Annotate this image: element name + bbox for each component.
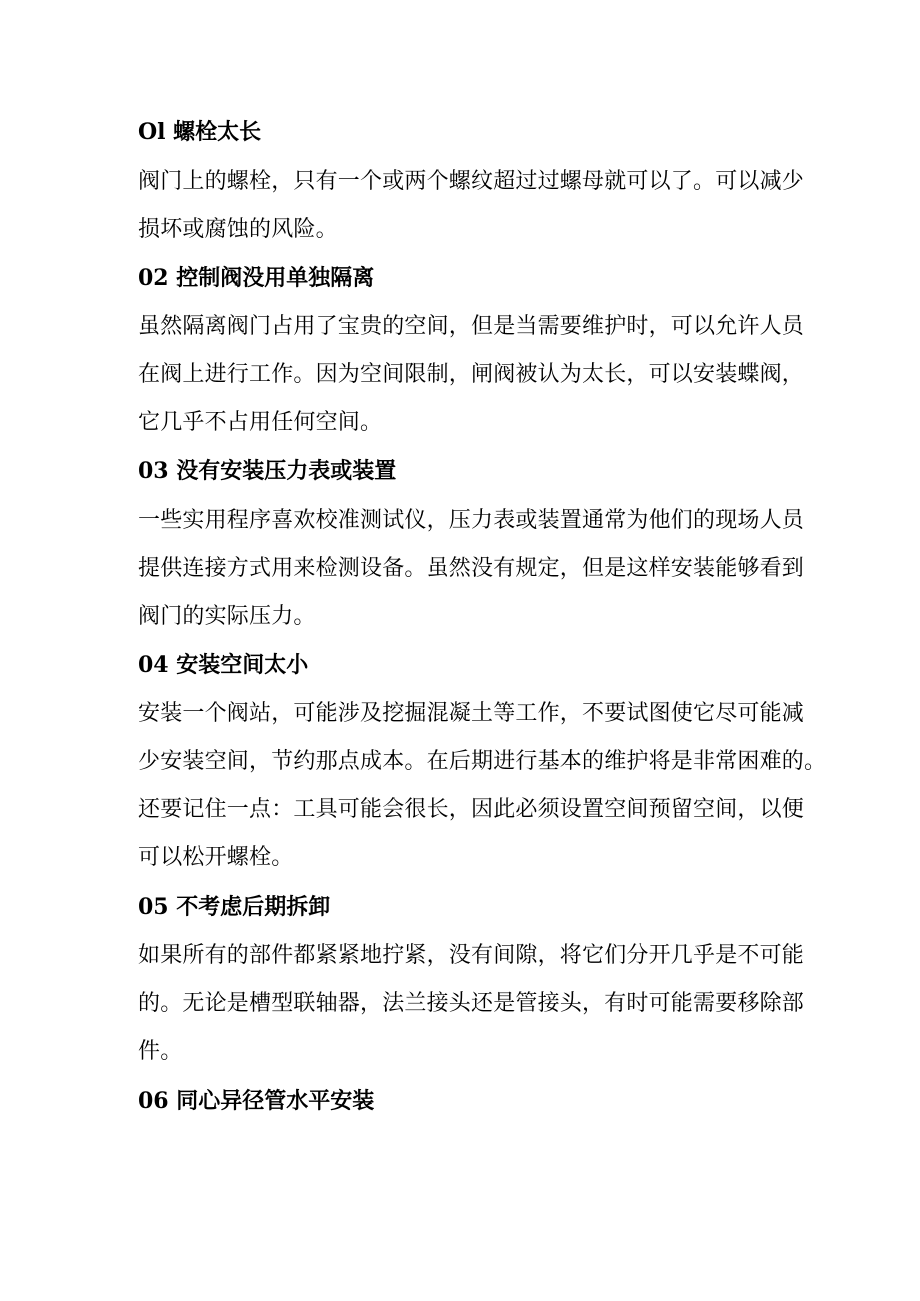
section-heading-05: 05 不考虑后期拆卸 (138, 894, 331, 920)
section-03-line-2: 提供连接方式用来检测设备。虽然没有规定，但是这样安装能够看到 (138, 556, 805, 581)
section-05-line-1: 如果所有的部件都紧紧地拧紧，没有间隙，将它们分开几乎是不可能 (138, 943, 805, 968)
section-02-line-3: 它几乎不占用任何空间。 (138, 410, 383, 435)
section-05-line-3: 件。 (138, 1039, 183, 1064)
section-heading-02: 02 控制阀没用单独隔离 (138, 265, 375, 291)
section-heading-03: 03 没有安装压力表或装置 (138, 458, 397, 484)
section-03-line-1: 一些实用程序喜欢校准测试仪，压力表或装置通常为他们的现场人员 (138, 508, 805, 533)
section-05-line-2: 的。无论是槽型联轴器，法兰接头还是管接头，有时可能需要移除部 (138, 991, 805, 1016)
section-04-line-2: 少安装空间，节约那点成本。在后期进行基本的维护将是非常困难的。 (138, 749, 827, 774)
section-04-line-4: 可以松开螺栓。 (138, 845, 294, 870)
section-02-line-2: 在阀上进行工作。因为空间限制，闸阀被认为太长，可以安装蝶阀， (138, 362, 805, 387)
section-04-line-1: 安装一个阀站，可能涉及挖掘混凝土等工作，不要试图使它尽可能减 (138, 701, 805, 726)
section-04-line-3: 还要记住一点：工具可能会很长，因此必须设置空间预留空间，以便 (138, 797, 805, 822)
section-heading-04: 04 安装空间太小 (138, 652, 309, 678)
section-heading-06: 06 同心异径管水平安装 (138, 1088, 375, 1114)
section-01-line-1: 阀门上的螺栓，只有一个或两个螺纹超过过螺母就可以了。可以减少 (138, 169, 805, 194)
section-02-line-1: 虽然隔离阀门占用了宝贵的空间，但是当需要维护时，可以允许人员 (138, 314, 805, 339)
section-03-line-3: 阀门的实际压力。 (138, 604, 316, 629)
section-heading-01: Ol 螺栓太长 (138, 119, 262, 145)
section-01-line-2: 损坏或腐蚀的风险。 (138, 217, 338, 242)
